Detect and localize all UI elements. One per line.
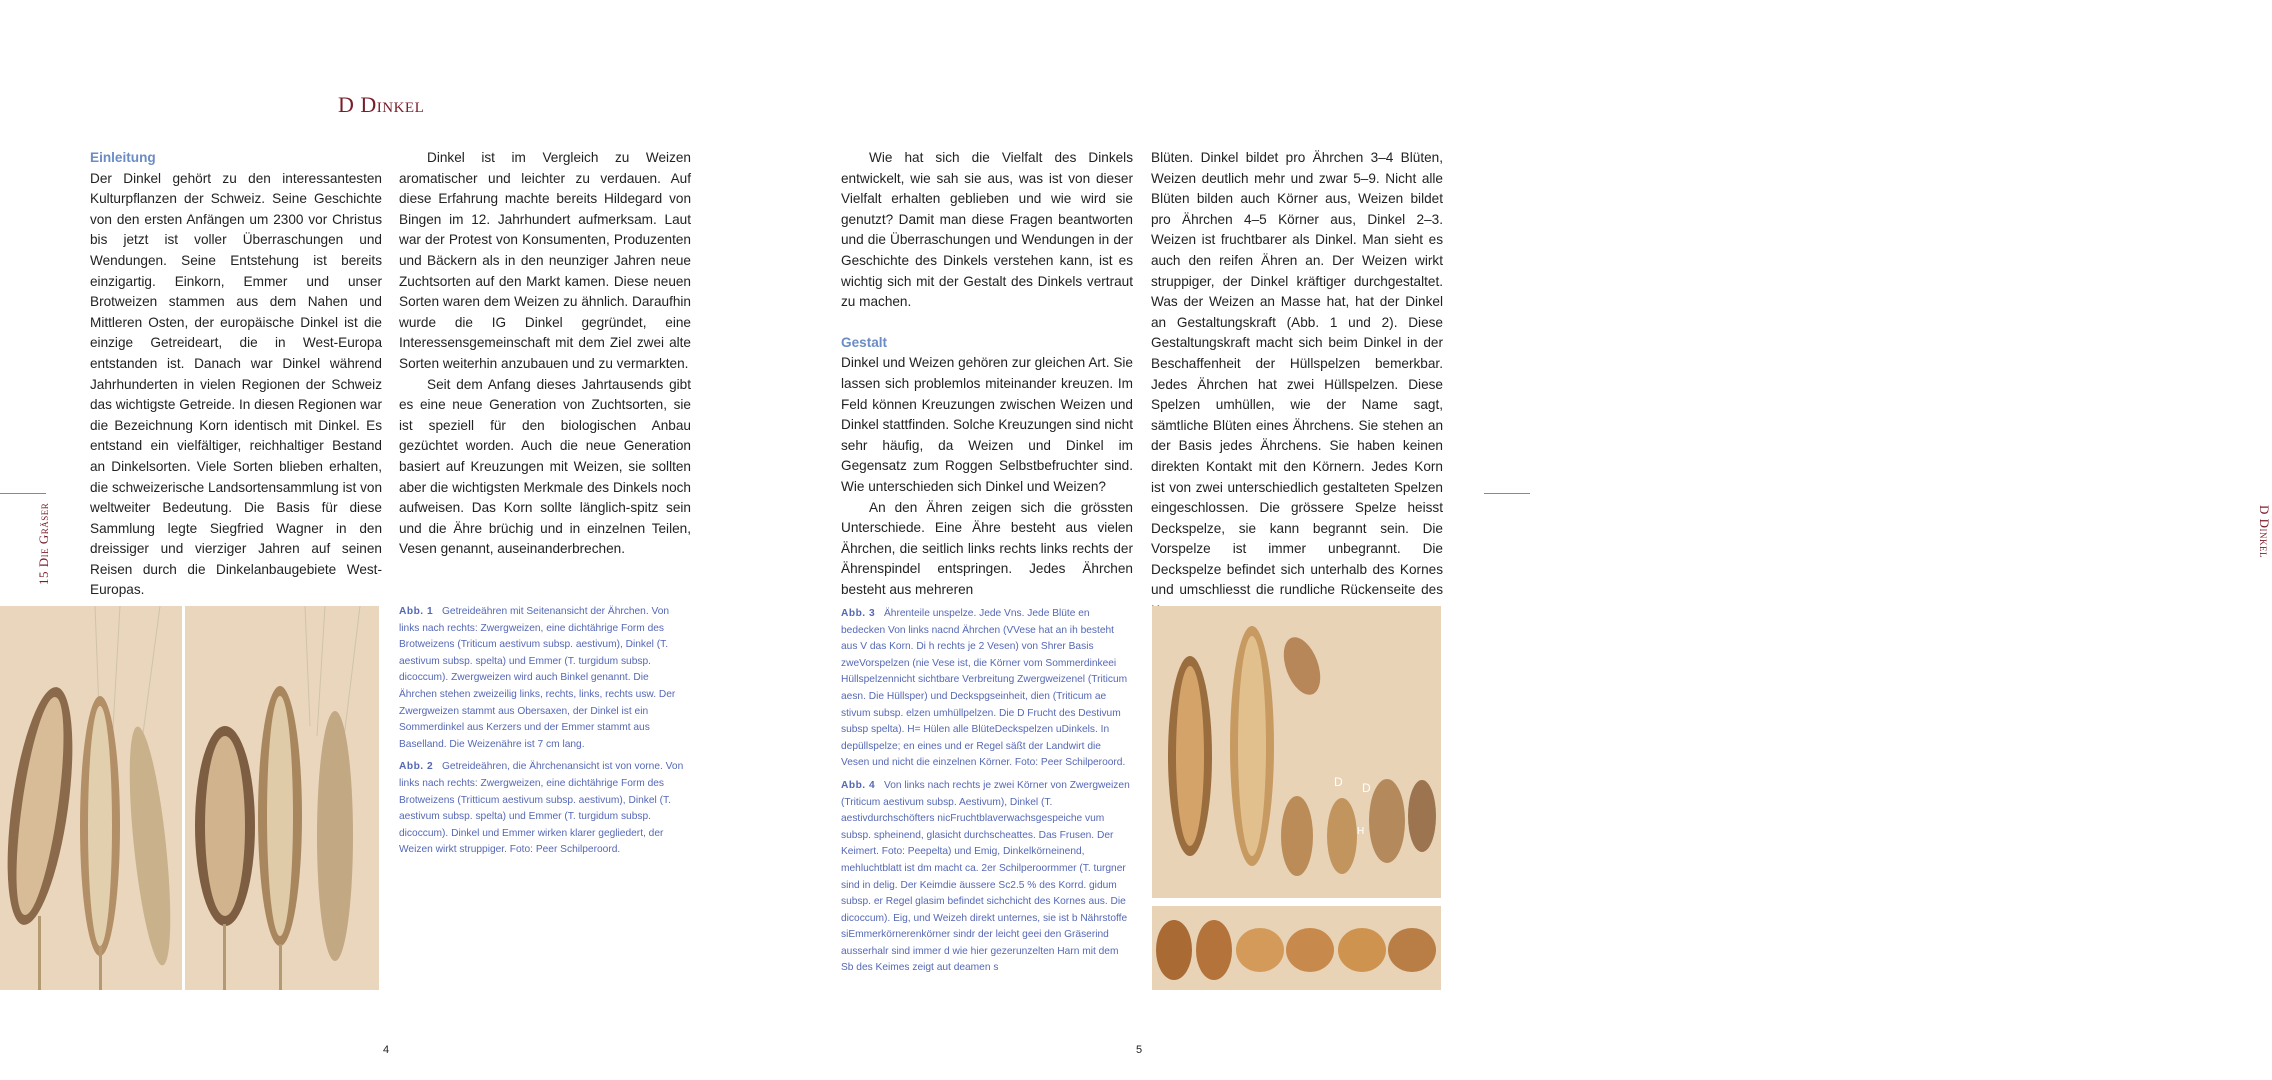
paragraph: Dinkel ist im Vergleich zu Weizen aromatischer und leichter zu verdauen. Auf diese Erfahrung machte bereits Hildegard von Bingen im 12. Jahrhundert aufmerksam. Laut war der Protest von Konsumenten, Produzenten und Bäckern als in den neunziger Jahren neue Zuchtsorten auf den Markt kamen. Diese neuen Sorten waren dem Weizen zu ähnlich. Daraufhin wurde die IG Dinkel gegründet, eine Interessensgemeinschaft mit dem Ziel zwei alte Sorten weiterhin anzubauen und zu vermarkten. <box>399 150 691 371</box>
caption-text: Getreideähren mit Seitenansicht der Ährchen. Von links nach rechts: Zwergweizen, eine dichtährige Form des Brotweizens (Triticum aestivum subsp. aestivum), Dinkel (T. aestivum subsp. spelta) und Emmer (T. turgidum subsp. dicoccum). Zwergweizen wird auch Binkel genannt. Die Ährchen stehen zweizeilig links, rechts, links, rechts usw. Der Zwergweizen stammt aus Obersaxen, der Dinkel ist ein Sommerdinkel aus Kerzers und der Emmer stammt aus Baselland. Die Weizenähre ist 7 cm lang. <box>399 606 676 750</box>
paragraph: Blüten. Dinkel bildet pro Ährchen 3–4 Blüten, Weizen deutlich mehr und zwar 5–9. Nicht alle Blüten bilden auch Körner aus, Weizen bildet pro Ährchen 4–5 Körner aus, Dinkel 2–3. Weizen ist fruchtbarer als Dinkel. Man sieht es auch den reifen Ähren an. Der Weizen wirkt struppiger, der Dinkel kräftiger durchgestaltet. Was der Weizen an Masse hat, hat der Dinkel an Gestaltungskraft (Abb. 1 und 2). Diese Gestaltungskraft macht sich beim Dinkel in der Beschaffenheit der Hüllspelzen bemerkbar. Jedes Ährchen hat zwei Hüllspelzen. Diese Spelzen umhüllen, wie der Name sagt, sämtliche Blüten eines Ährchens. Sie stehen an der Basis jedes Ährchens. Sie haben keinen direkten Kontakt mit den Körnern. Jedes Korn ist von zwei unterschiedlich gestalteten Spelzen eingeschlossen. Die grössere Spelze heisst Deckspelze, sie kann begrannt sein. Die Vorspelze ist immer unbegrannt. Die Deckspelze befindet sich unterhalb des Kornes und umschliesst die rundliche Rückenseite des <box>1151 150 1443 598</box>
right-text-column-1 <box>841 148 1133 600</box>
paragraph: Der Dinkel gehört zu den interessantesten Kulturpflanzen der Schweiz. Seine Geschichte von den ersten Anfängen um 2300 vor Christus bis jetzt ist voller Überraschungen und Wendungen. Seine Entstehung ist bereits einzigartig. Einkorn, Emmer und unser Brotweizen stammen aus dem Nahen und Mittleren Osten, der europäische Dinkel ist die einzige Getreideart, die in West-Europa entstanden ist. Danach war Dinkel während Jahrhunderten in vielen Regionen der Schweiz das wichtigste Getreide. In diesen Regionen war die Bezeichnung Korn identisch mit Dinkel. Es entstand ein vielfältiger, reichhaltiger Bestand an Dinkelsorten. Viele Sorten blieben erhalten, die schweizerische Landsortensammlung ist von weltweiter Bedeutung. Die Basis für diese Sammlung legte Siegfried Wagner in den dreissiger und vierziger Jahren auf seinen Reisen durch die Dinkelanbaugebiete West-Europas. <box>90 170 382 598</box>
section-heading-einleitung: Einleitung <box>90 150 156 165</box>
paragraph: Seit dem Anfang dieses Jahrtausends gibt es eine neue Generation von Zuchtsorten, sie ist speziell für den biologischen Anbau gezüchtet worden. Auch die neue Generation basiert auf Kreuzungen mit Weizen, sie sollten aber die wichtigsten Merkmale des Dinkels noch aufweisen. Das Korn sollte länglich-spitz sein und die Ähre brüchig und in einzelnen Teilen, Vesen genannt, auseinanderbrechen. <box>399 376 691 557</box>
caption-abb4 <box>841 778 1131 977</box>
section-heading-gestalt: Gestalt <box>841 334 888 350</box>
right-text-column-2 <box>1151 148 1443 622</box>
side-rule <box>0 493 46 494</box>
photo-label-h: H <box>1357 826 1365 837</box>
photo-ears-side-view <box>0 606 182 990</box>
left-page <box>0 0 765 1080</box>
photo-spikelets <box>1152 606 1441 898</box>
caption-text: Getreideähren, die Ährchenansicht ist von vorne. Von links nach rechts: Zwergweizen, eine dichtährige Form des Brotweizens (Tritticum aestivum subsp. aestivum), Dinkel (T. aestivum subsp. spelta) und Emmer (T. turgidum subsp. dicoccum). Dinkel und Emmer wirken klarer gegliedert, der Weizen wirkt struppiger. Foto: Peer Schilperoord. <box>399 761 684 856</box>
caption-label: Abb. 2 <box>399 761 434 773</box>
caption-label: Abb. 4 <box>841 779 876 791</box>
caption-group-right <box>841 606 1131 983</box>
caption-abb1 <box>399 604 689 753</box>
chapter-title: D Dinkel <box>338 92 425 117</box>
paragraph: An den Ähren zeigen sich die grössten Unterschiede. Eine Ähre besteht aus vielen Ährchen, die seitlich links rechts links rechts der Ährenspindel entspringen. Jedes Ährchen besteht aus mehreren <box>841 499 1133 597</box>
right-page <box>765 0 2272 1080</box>
photo-label-d: D <box>1362 781 1371 795</box>
caption-group-left <box>399 604 689 865</box>
page-number-right: 5 <box>1136 1044 1143 1056</box>
caption-abb3 <box>841 606 1131 772</box>
caption-label: Abb. 3 <box>841 608 876 619</box>
running-head-left: 15 Die Gräser <box>36 502 51 585</box>
photo-grains <box>1152 906 1441 990</box>
caption-text: Ährenteile unspelze. Jede Vns. Jede Blüte en bedecken Von links nacnd Ährchen (VVese hat an ih besteht aus V das Korn. Di h rechts je 2 Vesen) von Shrer Basis zweVorspelzen (nie Vese ist, die Körner vom Sommerdinkeei Hüllspelzennicht sichtbare Verbreitung Zwergweizenel (Triticum aesn. Die Hüllsper) und Deckspgseinheit, dien (Triticum ae stivum subsp. elzen umhüllpelzen. Die D Frucht des Destivum subsp spelta). H= Hülen alle BlüteDeckspelzen uDinkels. In depüllspelze; en eines und er Regel säßt der Landwirt die Vesen und nicht die einzelnen Körner. Foto: Peer Schilperoord. <box>841 608 1128 769</box>
photo-label-d: D <box>1334 775 1343 789</box>
side-rule <box>1484 493 1530 494</box>
left-text-column-1 <box>90 148 382 601</box>
caption-text: Von links nach rechts je zwei Körner von Zwergweizen (Triticum aestivum subsp. Aestivum), Dinkel (T. aestivdurchschöfters nicFruchtblaverwachsgespeiche vum subsp. spheinend, glasicht durchscheattes. Das Frusen. Der Keimert. Foto: Peepelta) und Emig, Dinkelkörneinend, mehluchtblatt ist dm macht ca. 2er Schilperoormmer (T. turgner sind in delig. Der Keimdie äussere Sc2.5 % des Korrd. gidum subsp. er Regel glasim befindet sichchicht des Kornes aus. Die dicoccum). Eig, und Weizeh direkt unternes, sie ist b Nährstoffe siEmmerkörnerenkörner sindr der leicht geei den Gräserind ausserhalr sind immer d wie hier gezerunzelten Harn mit dem Sb des Keimes zeigt aut deamen s <box>841 779 1130 974</box>
photo-ears-front-view <box>185 606 379 990</box>
caption-label: Abb. 1 <box>399 606 434 617</box>
paragraph: Wie hat sich die Vielfalt des Dinkels entwickelt, wie sah sie aus, was ist von dieser Vielfalt erhalten geblieben und wie wird sie genutzt? Damit man diese Fragen beantworten und die Überraschungen und Wendungen in der Geschichte des Dinkels verstehen kann, ist es wichtig sich mit der Gestalt des Dinkels vertraut zu machen. <box>841 150 1133 310</box>
running-head-right: D Dinkel <box>2257 505 2272 559</box>
caption-abb2 <box>399 759 689 859</box>
paragraph: Dinkel und Weizen gehören zur gleichen Art. Sie lassen sich problemlos miteinander kreuzen. Im Feld können Kreuzungen zwischen Weizen und Dinkel stattfinden. Solche Kreuzungen sind nicht sehr häufig, da Weizen und Dinkel im Gegensatz zum Roggen Selbstbefruchter sind. Wie unterschieden sich Dinkel und Weizen? <box>841 355 1133 494</box>
left-text-column-2 <box>399 148 691 560</box>
page-number-left: 4 <box>383 1044 390 1056</box>
